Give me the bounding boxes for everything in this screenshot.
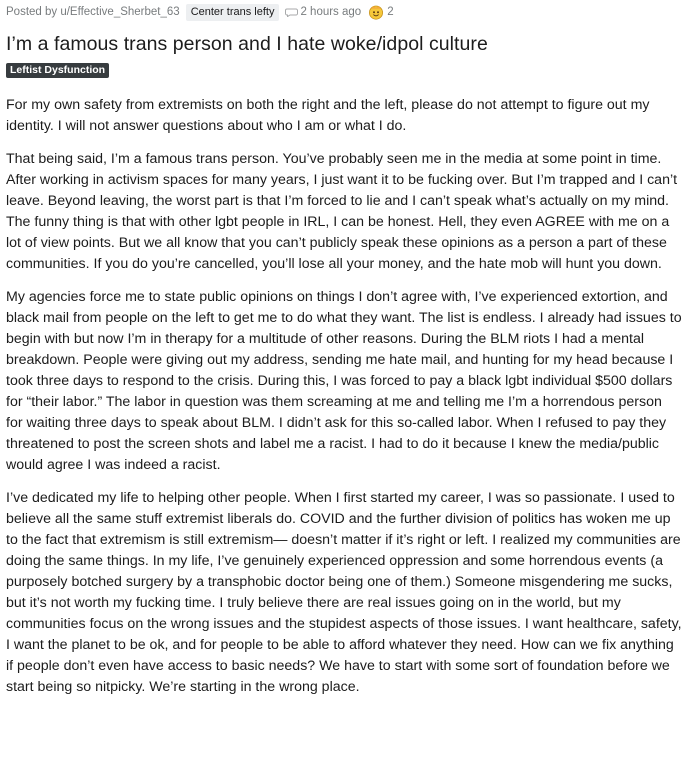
post-flair[interactable]: Leftist Dysfunction	[6, 63, 109, 78]
award-icon[interactable]	[368, 4, 384, 20]
award-count: 2	[387, 6, 394, 18]
post-author[interactable]: Posted by u/Effective_Sherbet_63	[6, 6, 180, 18]
post-paragraph: My agencies force me to state public opinions on things I don’t agree with, I’ve experienced extortion, and black mail from people on the left to get me to do what they want. The list is endless. I already had issues to begin with but now I’m in therapy for a multitude of other reasons. During the BLM riots I had a mental breakdown. People were giving out my address, sending me hate mail, and hunting for my head because I took three days to respond to the crisis. During this, I was forced to pay a black lgbt individual $500 dollars for “their labor.” The labor in question was them screaming at me and telling me I’m a horrendous person for waiting three days to speak about BLM. I didn’t ask for this so-called labor. When I refused to pay they threatened to post the screen shots and label me a racist. I had to do it because I knew the media/public would agree I was indeed a racist.	[6, 289, 682, 473]
post-paragraph: I’ve dedicated my life to helping other people. When I first started my career, I was so passionate. I used to believe all the same stuff extremist liberals do. COVID and the further division of politics has woken me up to the fact that extremism is still extremism— doesn’t matter if it’s right or left. I realized my communities are doing the same things. In my life, I’ve genuinely experienced oppression and some horrendous events (a purposely botched surgery by a transphobic doctor being one of them.) Someone misgendering me sucks, but it’s not worth my fucking time. I truly believe there are real issues going on in the world, but my communities focus on the wrong issues and the stupidest aspects of those issues. I want healthcare, safety, I want the planet to be ok, and for people to be able to afford whatever they need. How can we fix anything if people don’t even have access to basic needs? We have to start with some sort of foundation before we start being so nitpicky. We’re starting in the wrong place.	[6, 490, 682, 695]
post	[6, 0, 682, 710]
post-paragraph: For my own safety from extremists on both the right and the left, please do not attempt to figure out my identity. I will not answer questions about who I am or what I do.	[6, 97, 650, 134]
post-body	[6, 95, 682, 698]
post-title[interactable]: I’m a famous trans person and I hate woke/idpol culture	[6, 33, 488, 55]
post-meta	[6, 0, 682, 24]
chat-bubble-icon	[285, 8, 298, 17]
user-flair: Center trans lefty	[186, 4, 280, 21]
post-time[interactable]: 2 hours ago	[300, 6, 362, 18]
post-paragraph: That being said, I’m a famous trans person. You’ve probably seen me in the media at some point in time. After working in activism spaces for many years, I just want it to be fucking over. But I’m trapped and I can’t leave. Beyond leaving, the worst part is that I’m forced to lie and I can’t speak what’s actually on my mind. The funny thing is that with other lgbt people in IRL, I can be honest. Hell, they even AGREE with me on a lot of view points. But we all know that you can’t publicly speak these opinions as a person a part of these communities. If you do you’re cancelled, you’ll lose all your money, and the hate mob will hunt you down.	[6, 151, 678, 272]
